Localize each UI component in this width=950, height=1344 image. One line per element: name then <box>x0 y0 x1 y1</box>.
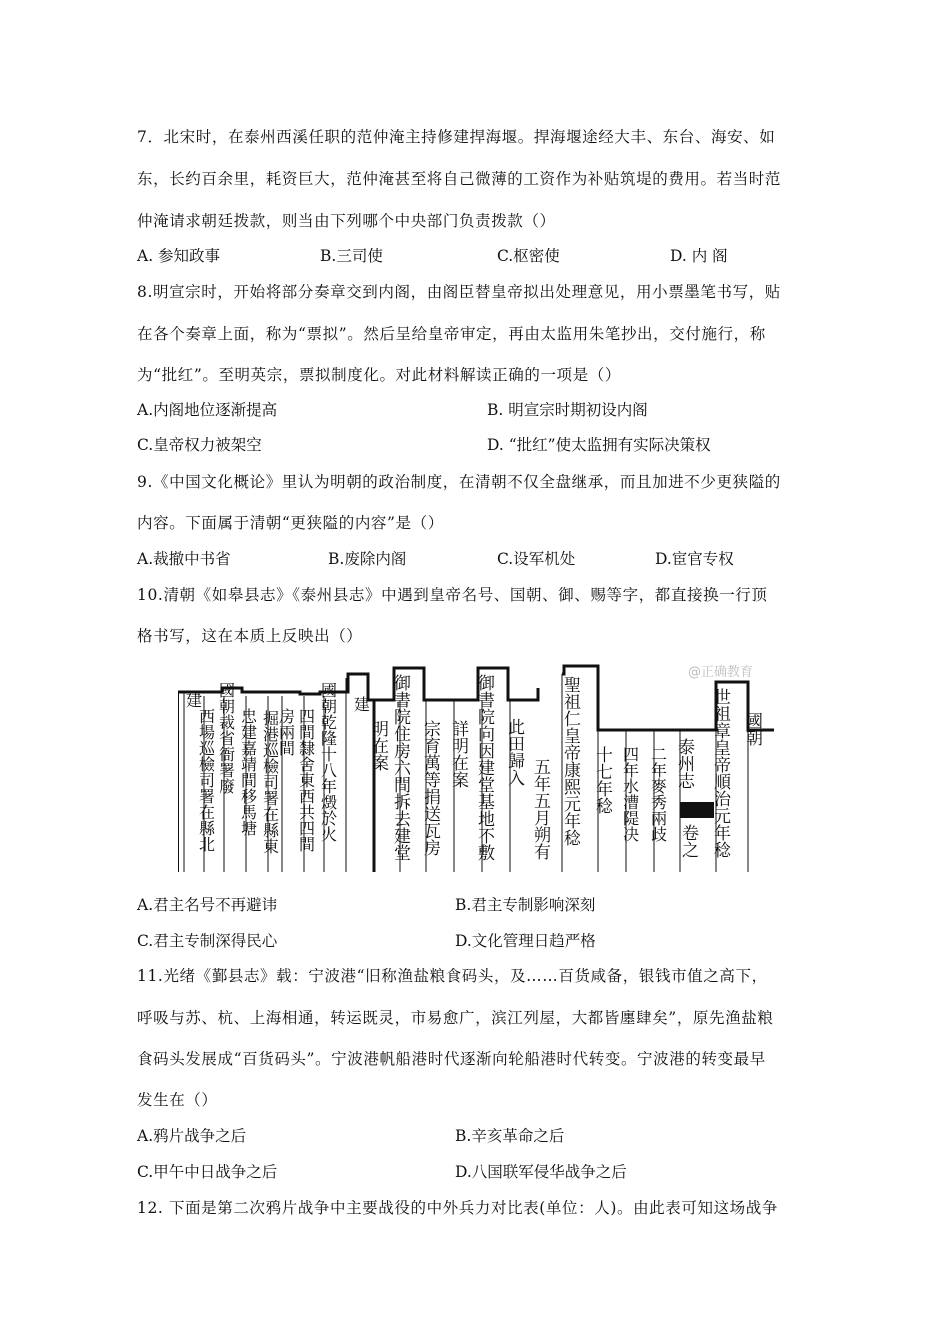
rugao-col-9: 建 <box>354 695 371 714</box>
q9-line-1: 9.《中国文化概论》里认为明朝的政治制度，在清朝不仅全盘继承，而且加进不少更狭隘的 <box>137 473 781 491</box>
q7-line-2: 东，长约百余里，耗资巨大，范仲淹甚至将自己微薄的工资作为补贴筑堤的费用。若当时范 <box>137 170 782 188</box>
rugao-col-8: 國朝乾隆十八年燬於火 <box>318 682 338 842</box>
taizhou-col-9: 國朝 <box>742 712 762 746</box>
panel-rugao <box>178 674 374 872</box>
rugao-col-1: 建 <box>186 691 203 710</box>
yushuyuan-col-1: 御書院住房六間拆去建堂 <box>390 674 410 861</box>
q10-option-d: D.文化管理日趋严格 <box>455 932 596 950</box>
q7-option-d: D. 内 阁 <box>670 247 728 265</box>
juan-marker-bar <box>680 802 714 818</box>
q8-line-1: 8.明宣宗时，开始将部分奏章交到内阁，由阁臣替皇帝拟出处理意见，用小票墨笔书写，贴 <box>137 283 781 301</box>
yushuyuan-col-5: 御書院向因建堂基地不敷 <box>474 674 494 861</box>
rugao-col-4: 忠建嘉靖間移馬塘 <box>238 708 258 836</box>
taizhou-col-4: 四年水漕隄决 <box>620 746 640 842</box>
q8-option-b: B. 明宣宗时期初设内阁 <box>487 401 648 419</box>
gazetteer-excerpt-figure <box>178 660 774 872</box>
q8-option-a: A.内阁地位逐渐提高 <box>137 401 278 419</box>
panel-taizhou <box>530 666 774 872</box>
q11-option-d: D.八国联军侵华战争之后 <box>455 1163 627 1181</box>
q10-line-1: 10.清朝《如皋县志》《泰州县志》中遇到皇帝名号、国朝、御、赐等字，都直接换一行顶 <box>137 586 768 604</box>
q11-line-2: 呼吸与苏、杭、上海相通，转运既灵，市易愈广，滨江列屋，大都皆廛肆矣”，原先渔盐粮 <box>137 1009 774 1027</box>
yushuyuan-col-3: 宗育萬等捐送瓦房 <box>420 720 440 856</box>
taizhou-col-3: 十七年稔 <box>592 746 612 814</box>
q10-option-a: A.君主名号不再避讳 <box>137 896 278 914</box>
taizhou-col-8: 世祖章皇帝順治元年稔 <box>710 688 730 858</box>
rugao-col-6: 房兩間 <box>276 708 296 756</box>
taizhou-col-7: 卷之 <box>678 824 698 858</box>
taizhou-col-2: 聖祖仁皇帝康熙元年稔 <box>560 676 580 846</box>
q7-option-c: C.枢密使 <box>497 247 560 265</box>
q10-option-b: B.君主专制影响深刻 <box>455 896 596 914</box>
taizhou-col-6: 泰州志 <box>674 738 694 789</box>
rugao-col-7: 四間隸舍東西共四間 <box>296 708 316 852</box>
watermark-text: @正确教育 <box>688 665 754 680</box>
q11-option-a: A.鸦片战争之后 <box>137 1127 247 1145</box>
q11-option-c: C.甲午中日战争之后 <box>137 1163 278 1181</box>
q11-line-1: 11.光绪《鄞县志》载：宁波港“旧称渔盐粮食码头，及……百货咸备，银钱市值之高下， <box>137 967 768 985</box>
q9-line-2: 内容。下面属于清朝“更狭隘的内容”是（） <box>137 514 444 532</box>
q9-option-c: C.设军机处 <box>497 550 576 568</box>
q11-line-4: 发生在（） <box>137 1091 218 1109</box>
q9-option-a: A.裁撤中书省 <box>137 550 231 568</box>
rugao-col-5: 掘港巡檢司署在縣東 <box>260 710 280 854</box>
q7-line-1: 7．北宋时，在泰州西溪任职的范仲淹主持修建捍海堰。捍海堰途经大丰、东台、海安、如 <box>137 128 776 146</box>
panel-yushuyuan <box>368 668 538 872</box>
yushuyuan-col-6: 此田歸入 <box>504 718 524 786</box>
yushuyuan-col-2: 明在案 <box>368 720 388 771</box>
q7-line-3: 仲淹请求朝廷拨款，则当由下列哪个中央部门负责拨款（） <box>137 212 556 230</box>
q10-option-c: C.君主专制深得民心 <box>137 932 278 950</box>
q8-line-2: 在各个奏章上面，称为“票拟”。然后呈给皇帝审定，再由太监用朱笔抄出，交付施行，称 <box>137 325 766 343</box>
q12-line-1: 12. 下面是第二次鸦片战争中主要战役的中外兵力对比表(单位：人)。由此表可知这场战争 <box>137 1199 778 1217</box>
q11-option-b: B.辛亥革命之后 <box>455 1127 565 1145</box>
q10-line-2: 格书写，这在本质上反映出（） <box>137 627 363 645</box>
q7-option-a: A. 参知政事 <box>137 247 221 265</box>
yushuyuan-col-4: 詳明在案 <box>448 720 468 788</box>
taizhou-col-5: 二年麥秀兩歧 <box>648 746 668 842</box>
q9-option-b: B.废除内阁 <box>328 550 407 568</box>
rugao-col-2: 西場巡檢司署在縣北 <box>196 708 216 852</box>
q11-line-3: 食码头发展成“百货码头”。宁波港帆船港时代逐渐向轮船港时代转变。宁波港的转变最早 <box>137 1050 766 1068</box>
rugao-col-3: 國朝裁省衙署廢 <box>216 682 236 794</box>
q9-option-d: D.宦官专权 <box>655 550 734 568</box>
q7-option-b: B.三司使 <box>320 247 383 265</box>
q8-line-3: 为“批红”。至明英宗，票拟制度化。对此材料解读正确的一项是（） <box>137 366 621 384</box>
q8-option-d: D. “批红”使太监拥有实际决策权 <box>487 436 711 454</box>
taizhou-col-1: 五年五月朔有 <box>530 758 550 860</box>
q8-option-c: C.皇帝权力被架空 <box>137 436 262 454</box>
